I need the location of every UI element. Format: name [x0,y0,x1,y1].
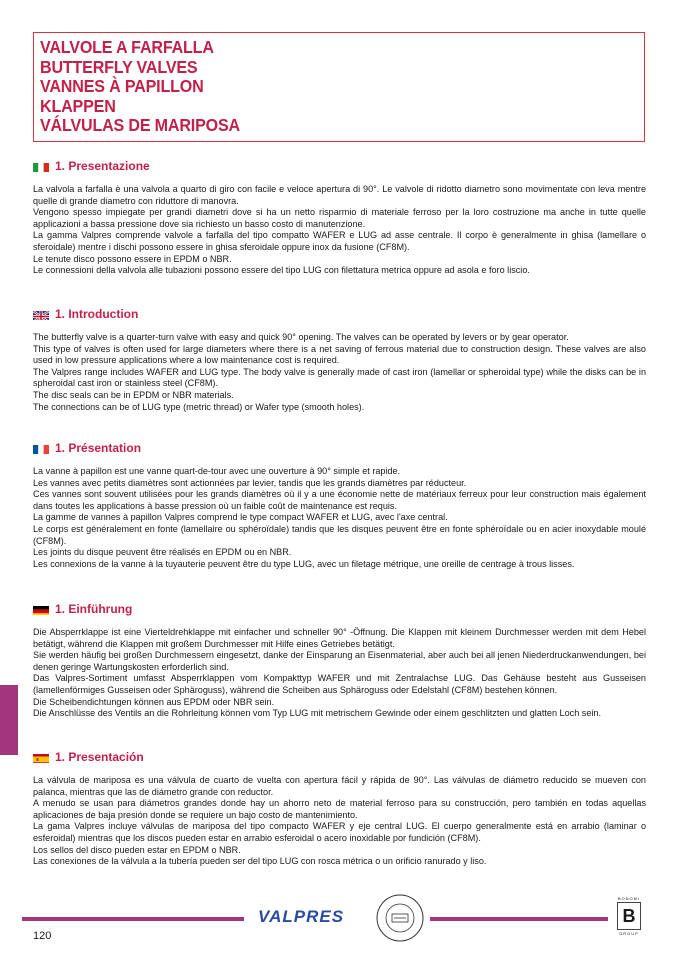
section-header [33,306,646,322]
paragraph: La vanne à papillon est une vanne quart-de-tour avec une ouverture à 90° simple et rapide. [33,466,401,476]
paragraph: This type of valves is often used for large diameters where there is a net saving of ferrous material due to construction design. These valves are also used in low pressure applications where a low maintenance cost is required. [33,343,646,366]
paragraph: Les vannes avec petits diamètres sont actionnées par levier, tandis que les grands diamètres par réducteur. [33,477,467,488]
paragraph: La gama Valpres incluye válvulas de mariposa del tipo compacto WAFER y eje central LUG. El cuerpo generalmente está en arrabio (laminar o esferoidal) mientras que los discos pueden estar en arrabio esferoidal o acero inoxidable por fundición (CF8M). [33,821,646,843]
paragraph: Die Scheibendichtungen können aus EPDM oder NBR sein. [33,696,275,707]
title-spanish: VÁLVULAS DE MARIPOSA [40,115,240,136]
group-mark: B [617,902,641,930]
paragraph: Die Absperrklappe ist eine Vierteldrehklappe mit einfacher und schneller 90° -Öffnung. Die Klappen mit kleinem Durchmesser werden mit dem Hebel betätigt, während die Klappen mit großem Durchmesser mit Hilfe eines Getriebes betätigt. [33,627,646,649]
section-header [33,601,646,617]
section-french [33,440,646,570]
paragraph: Le corps est généralement en fonte (lamellaire ou sphéroïdale) tandis que les disques peuvent être en fonte sphéroïdale ou en acier inoxydable moulé (CF8M). [33,523,646,546]
section-body [33,775,646,868]
paragraph: La gamma Valpres comprende valvole a farfalla del tipo compatto WAFER e LUG ad asse centrale. Il corpo è generalmente in ghisa (lamellare o sferoidale) mentre i dischi possono essere in ghisa sferoidale oppure inox da fusione (CF8M). [33,230,646,252]
section-title: 1. Einführung [55,602,133,616]
title-italian: VALVOLE A FARFALLA [40,37,214,57]
paragraph: Les connexions de la vanne à la tuyauterie peuvent être du type LUG, avec un filetage métrique, une oreille de centrage à trous lisses. [33,558,575,569]
paragraph: La válvula de mariposa es una válvula de cuarto de vuelta con apertura fácil y rápida de 90°. Las válvulas de diámetro reducido se mueven con palanca, mientras que las de diámetro grande con reductor. [33,775,646,797]
section-body [33,466,646,570]
side-tab [0,685,18,755]
section-german [33,601,646,720]
section-body [33,332,646,413]
paragraph: The Valpres range includes WAFER and LUG type. The body valve is generally made of cast iron (lamellar or spheroidal type) while the disks can be in spheroidal cast iron or stainless steel (CF8M). [33,366,646,389]
paragraph: Les joints du disque peuvent être réalisés en EPDM ou en NBR. [33,547,292,558]
section-header [33,749,646,765]
paragraph: Le tenute disco possono essere in EPDM o NBR. [33,253,232,264]
paragraph: Las conexiones de la válvula a la tubería pueden ser del tipo LUG con rosca métrica o un orificio ranurado y liso. [33,856,487,867]
paragraph: Le connessioni della valvola alle tubazioni possono essere del tipo LUG con filettatura metrica oppure ad asola e foro liscio. [33,265,530,276]
france-flag-icon [33,443,49,454]
section-header [33,440,646,456]
section-title: 1. Presentazione [55,159,150,173]
valpres-logo: VALPRES [258,907,345,926]
paragraph: Los sellos del disco pueden estar en EPDM o NBR. [33,844,241,855]
footer-line-left [22,917,244,921]
spain-flag-icon [33,752,49,763]
section-title: 1. Présentation [55,441,142,455]
paragraph: The disc seals can be in EPDM or NBR materials. [33,389,234,400]
paragraph: Die Anschlüsse des Ventils an die Rohrleitung können vom Typ LUG mit metrischem Gewinde oder einem geschlitzten und glatten Loch sein. [33,708,601,719]
section-title: 1. Presentación [55,750,144,764]
section-title: 1. Introduction [55,307,139,321]
germany-flag-icon [33,604,49,615]
section-body [33,627,646,720]
group-bottom-text: GROUP [619,931,639,936]
paragraph: The butterfly valve is a quarter-turn valve with easy and quick 90° opening. The valves can be operated by levers or by gear operator. [33,332,569,342]
paragraph: La gamme de vannes à papillon Valpres comprend le type compact WAFER et LUG, avec l'axe central. [33,512,448,523]
section-header [33,158,646,174]
footer-line-right [430,917,608,921]
section-body [33,184,646,277]
title-french: VANNES À PAPILLON [40,76,204,97]
uk-flag-icon [33,309,49,320]
italy-flag-icon [33,161,49,172]
title-box [33,32,645,142]
bonomi-group-logo [617,896,641,938]
paragraph: La valvola a farfalla è una valvola a quarto di giro con facile e veloce apertura di 90°. Le valvole di ridotto diametro sono movimentate con leva mentre quelle di grande diametro con riduttore di manovra. [33,184,646,206]
title-german: KLAPPEN [40,95,116,116]
paragraph: The connections can be of LUG type (metric thread) or Wafer type (smooth holes). [33,401,365,412]
certification-seal-icon [375,893,425,943]
paragraph: Das Valpres-Sortiment umfasst Absperrklappen vom Kompakttyp WAFER und mit Zentralachse LUG. Das Gehäuse besteht aus Gusseisen (lamellenförmiges Gusseisen oder Sphäroguss), während die Scheiben aus Sphäroguss oder Edelstahl (CF8M) bestehen können. [33,673,646,695]
page-number: 120 [33,930,52,942]
section-english [33,306,646,413]
section-spanish [33,749,646,868]
paragraph: Ces vannes sont souvent utilisées pour les grands diamètres où il y a une économie nette de matériaux ferreux pour leur construction mais également dans toutes les applications à basse pression où un faible coût de maintenance est requis. [33,489,646,511]
section-italian [33,158,646,277]
paragraph: Sie werden häufig bei großen Durchmessern eingesetzt, danke der Einsparung an Eisenmaterial, aber auch bei all jenen Niederdruckanwendungen, bei denen geringe Wartungskosten erforderlich sind. [33,650,646,672]
paragraph: A menudo se usan para diámetros grandes donde hay un ahorro neto de material ferroso para su construcción, pero también en todas aquellas aplicaciones de baja presión donde se requiere un bajo costo de mantenimiento. [33,798,646,820]
group-top-text: BONOMI [617,896,641,901]
title-english: BUTTERFLY VALVES [40,56,198,77]
paragraph: Vengono spesso impiegate per grandi diametri dove si ha un netto risparmio di materiale ferroso per la loro costruzione ma anche in tutte quelle applicazioni a bassa pressione dove sia richiesto un basso costo di manutenzione. [33,207,646,229]
